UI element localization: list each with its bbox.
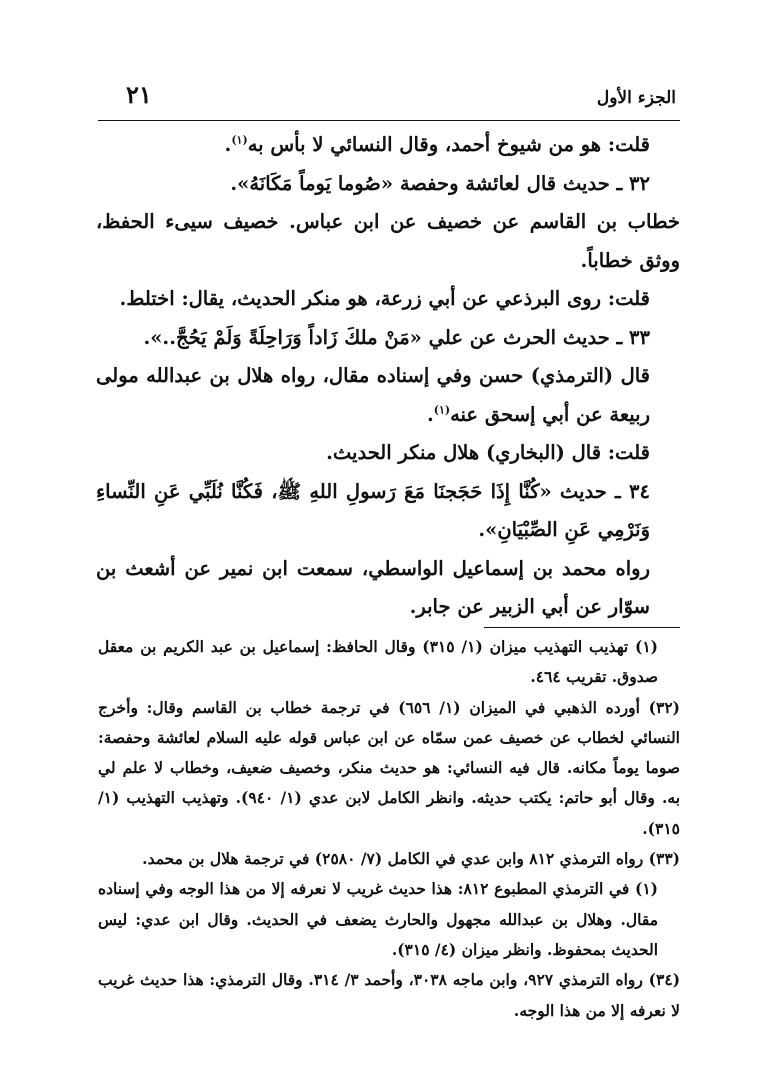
paragraph-tail: . (224, 133, 232, 156)
header-rule (98, 120, 680, 121)
footnote-ref: (١) (433, 403, 451, 416)
running-title: الجزء الأول (596, 88, 676, 108)
footnote-rule (484, 627, 680, 628)
footnote-1: (١) تهذيب التهذيب ميزان (١/ ٣١٥) وقال الحافظ: إسماعيل بن عبد الكريم بن معقل صدوق. تقريب ٤٦٤. (98, 637, 659, 687)
hadith-34: ٣٤ ـ حديث «كُنَّا إِذَا حَجَجنَا مَعَ رَسولِ اللهِ ﷺ، فَكُنَّا نُلَبِّي عَنِ النِّساءِ وَنَرْمِي عَنِ الصِّبْيَانِ». (96, 479, 650, 541)
paragraph-note-1 (96, 126, 680, 165)
hadith-33: ٣٣ ـ حديث الحرث عن علي «مَنْ ملكَ زَاداً وَرَاحِلَةً وَلَمْ يَحُجَّ..». (143, 325, 650, 349)
paragraph-text: قلت: هو من شيوخ أحمد، وقال النسائي لا بأس به (247, 133, 650, 156)
footnote-33-1: (١) في الترمذي المطبوع ٨١٢: هذا حديث غريب لا نعرفه إلا من هذا الوجه وفي إسناده مقال. وهلال بن عبدالله مجهول والحارث يضعف في الحديث. وقال ابن عدي: ليس الحديث بمحفوظ. وانظر ميزان (٤/ ٣١٥). (98, 879, 658, 959)
paragraph-tirmidhi-33 (96, 357, 680, 434)
footnote-32: (٣٢) أورده الذهبي في الميزان (١/ ٦٥٦) في ترجمة خطاب بن القاسم وقال: وأخرج النسائي لخطاب عن خصيف عمن سمّاه عن ابن عباس قوله عليه السلام لعائشة وحفصة: صوما يوماً مكانه. قال فيه النسائي: هو حديث منكر، وخصيف ضعيف، وخطاب لا علم لي به. وقال أبو حاتم: يكتب حديثه. وانظر الكامل لابن عدي (١/ ٩٤٠). وتهذيب التهذيب (١/ ٣١٥). (98, 697, 681, 838)
footnote-ref: (١) (231, 133, 248, 147)
hadith-32: ٣٢ ـ حديث قال لعائشة وحفصة «صُوما يَوماً مَكَانَهُ». (230, 171, 650, 195)
paragraph-narrator-34: رواه محمد بن إسماعيل الواسطي، سمعت ابن نمير عن أشعث بن سوّار عن أبي الزبير عن جابر. (96, 556, 650, 618)
footnote-34: (٣٤) رواه الترمذي ٩٢٧، وابن ماجه ٣٠٣٨، وأحمد ٣/ ٣١٤. وقال الترمذي: هذا حديث غريب لا نعرفه إلا من هذا الوجه. (98, 970, 681, 1020)
paragraph-bukhari-33: قلت: قال (البخاري) هلال منكر الحديث. (326, 441, 650, 464)
paragraph-narrator-32: خطاب بن القاسم عن خصيف عن ابن عباس. خصيف سيىء الحفظ، ووثق خطاباً. (96, 210, 680, 272)
page-header (98, 78, 678, 118)
footnotes (98, 632, 680, 1026)
page-number: ٢١ (126, 80, 152, 109)
paragraph-text: قال (الترمذي) حسن وفي إسناده مقال، رواه هلال بن عبدالله مولى ربيعة عن أبي إسحق عنه (96, 364, 650, 426)
main-text (96, 126, 680, 627)
footnote-33: (٣٣) رواه الترمذي ٨١٢ وابن عدي في الكامل (٧/ ٢٥٨٠) في ترجمة هلال بن محمد. (142, 849, 680, 869)
paragraph-note-32: قلت: روى البرذعي عن أبي زرعة، هو منكر الحديث، يقال: اختلط. (119, 287, 650, 310)
paragraph-tail: . (426, 402, 434, 426)
